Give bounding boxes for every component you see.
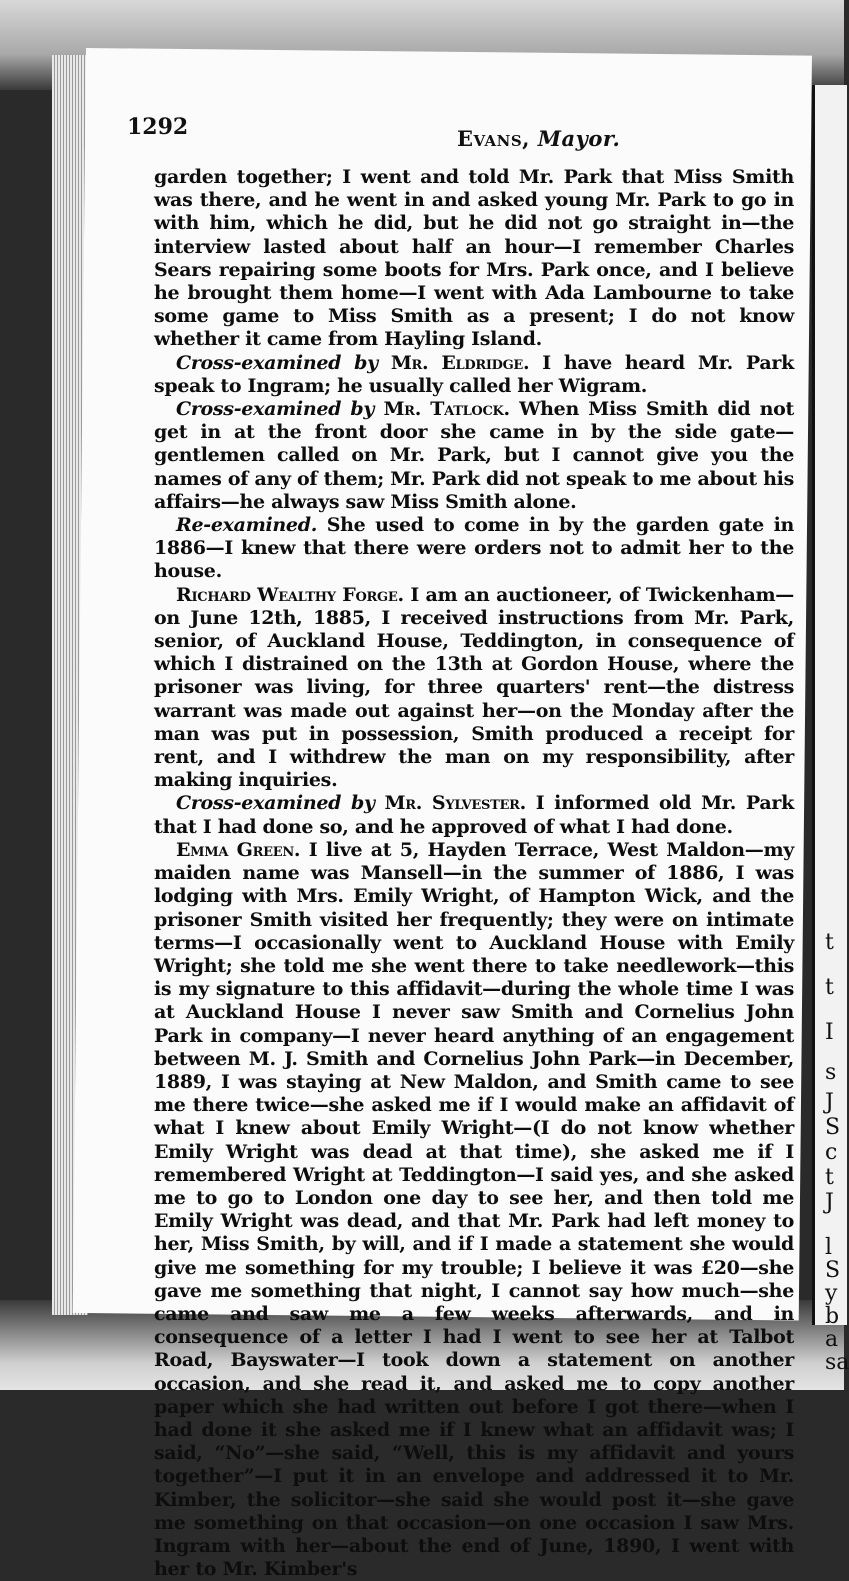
testimony-paragraph <box>154 514 794 584</box>
body-text <box>154 166 795 1581</box>
facing-fragment: l <box>825 1235 833 1260</box>
running-title <box>457 126 620 151</box>
running-title-office: Mayor. <box>537 126 621 151</box>
facing-fragment: J <box>825 1090 834 1115</box>
testimony-paragraph <box>154 352 794 398</box>
facing-fragment: t <box>825 930 834 955</box>
facing-fragment: J <box>825 1190 834 1215</box>
paragraph-text: garden together; I went and told Mr. Park that Miss Smith was there, and he went in and asked young Mr. Park to go in with him, which he did, but he did not go straight in—the interview lasted about half an hour—I remember Charles Sears repairing some boots for Mrs. Park once, and I believe he brought them home—I went with Ada Lambourne to take some game to Miss Smith as a present; I do not know whether it came from Hayling Island. <box>154 166 794 351</box>
facing-fragment: s <box>825 1060 837 1085</box>
page-number: 1292 <box>127 114 189 140</box>
speaker-name: Emma Green. <box>176 838 301 861</box>
examination-lead: Cross-examined by <box>176 792 375 815</box>
page-header <box>127 108 787 151</box>
testimony-paragraph <box>154 166 794 352</box>
facing-fragment: a <box>825 1327 839 1352</box>
facing-fragment: c <box>825 1140 838 1165</box>
paragraph-text: I informed old Mr. Park that I had done so, and he approved of what I had done. <box>154 792 794 838</box>
speaker-name: Mr. Eldridge. <box>390 351 530 374</box>
paragraph-text: She used to come in by the garden gate in 1886—I knew that there were orders not to admit her to the house. <box>154 514 794 583</box>
speaker-name: Mr. Sylvester. <box>384 792 526 815</box>
facing-fragment: I <box>825 1020 834 1045</box>
examination-lead: Cross-examined by <box>176 398 375 421</box>
examination-lead: Re-examined. <box>176 514 318 537</box>
speaker-name: Mr. Tatlock. <box>383 398 510 421</box>
facing-fragment: t <box>825 1165 834 1190</box>
facing-fragment: S <box>825 1258 841 1283</box>
testimony-paragraph <box>154 584 794 793</box>
running-title-name: Evans, <box>457 126 530 151</box>
facing-fragment: t <box>825 975 834 1000</box>
facing-fragment: sa <box>825 1350 849 1375</box>
facing-fragment: y <box>825 1281 838 1306</box>
facing-fragment: b <box>825 1304 840 1329</box>
examination-lead: Cross-examined by <box>176 351 378 374</box>
testimony-paragraph <box>154 398 794 514</box>
testimony-paragraph <box>154 839 794 1581</box>
facing-fragment: S <box>825 1115 841 1140</box>
testimony-paragraph <box>154 792 794 838</box>
paragraph-text: I am an auctioneer, of Twickenham—on June 12th, 1885, I received instructions from Mr. Park, senior, of Auckland House, Teddington, in consequence of which I distrained on the 13th at Gordon House, where the prisoner was living, for three quarters' rent—the distress warrant was made out against her—on the Monday after the man was put in possession, Smith produced a receipt for rent, and I withdrew the man on my responsibility, after making inquiries. <box>154 583 795 792</box>
paragraph-text: When Miss Smith did not get in at the front door she came in by the side gate—gentlemen called on Mr. Park, but I cannot give you the names of any of them; Mr. Park did not speak to me about his affairs—he always saw Miss Smith alone. <box>154 398 794 513</box>
speaker-name: Richard Wealthy Forge. <box>176 583 404 606</box>
facing-page-edge <box>812 85 849 1375</box>
paragraph-text: I live at 5, Hayden Terrace, West Maldon—my maiden name was Mansell—in the summer of 1886, I was lodging with Mrs. Emily Wright, of Hampton Wick, and the prisoner Smith visited her frequently; they were on intimate terms—I occasionally went to Auckland House with Emily Wright; she told me she went there to take needlework—this is my signature to this affidavit—during the whole time I was at Auckland House I never saw Smith and Cornelius John Park in company—I never heard anything of an engagement between M. J. Smith and Cornelius John Park—in December, 1889, I was staying at New Maldon, and Smith came to see me there twice—she asked me if I would make an affidavit of what I knew about Emily Wright—(I do not know whether Emily Wright was dead at that time), she asked me if I remembered Wright at Teddington—I said yes, and she asked me to go to London one day to see her, and then told me Emily Wright was dead, and that Mr. Park had left money to her, Miss Smith, by will, and if I made a statement she would give me something for my trouble; I believe it was £20—she gave me something that night, I cannot say how much—she came and saw me a few weeks afterwards, and in consequence of a letter I had I went to see her at Talbot Road, Bayswater—I took down a statement on another occasion, and she read it, and asked me to copy another paper which she had written out before I got there—when I had done it she asked me if I knew what an affidavit was; I said, “No”—she said, “Well, this is my affidavit and yours together”—I put it in an envelope and addressed it to Mr. Kimber, the solicitor—she said she would post it—she gave me something on that occasion—on one occasion I saw Mrs. Ingram with her—about the end of June, 1890, I went with her to Mr. Kimber's <box>154 838 795 1581</box>
paragraph-text: I have heard Mr. Park speak to Ingram; he usually called her Wigram. <box>154 351 794 397</box>
